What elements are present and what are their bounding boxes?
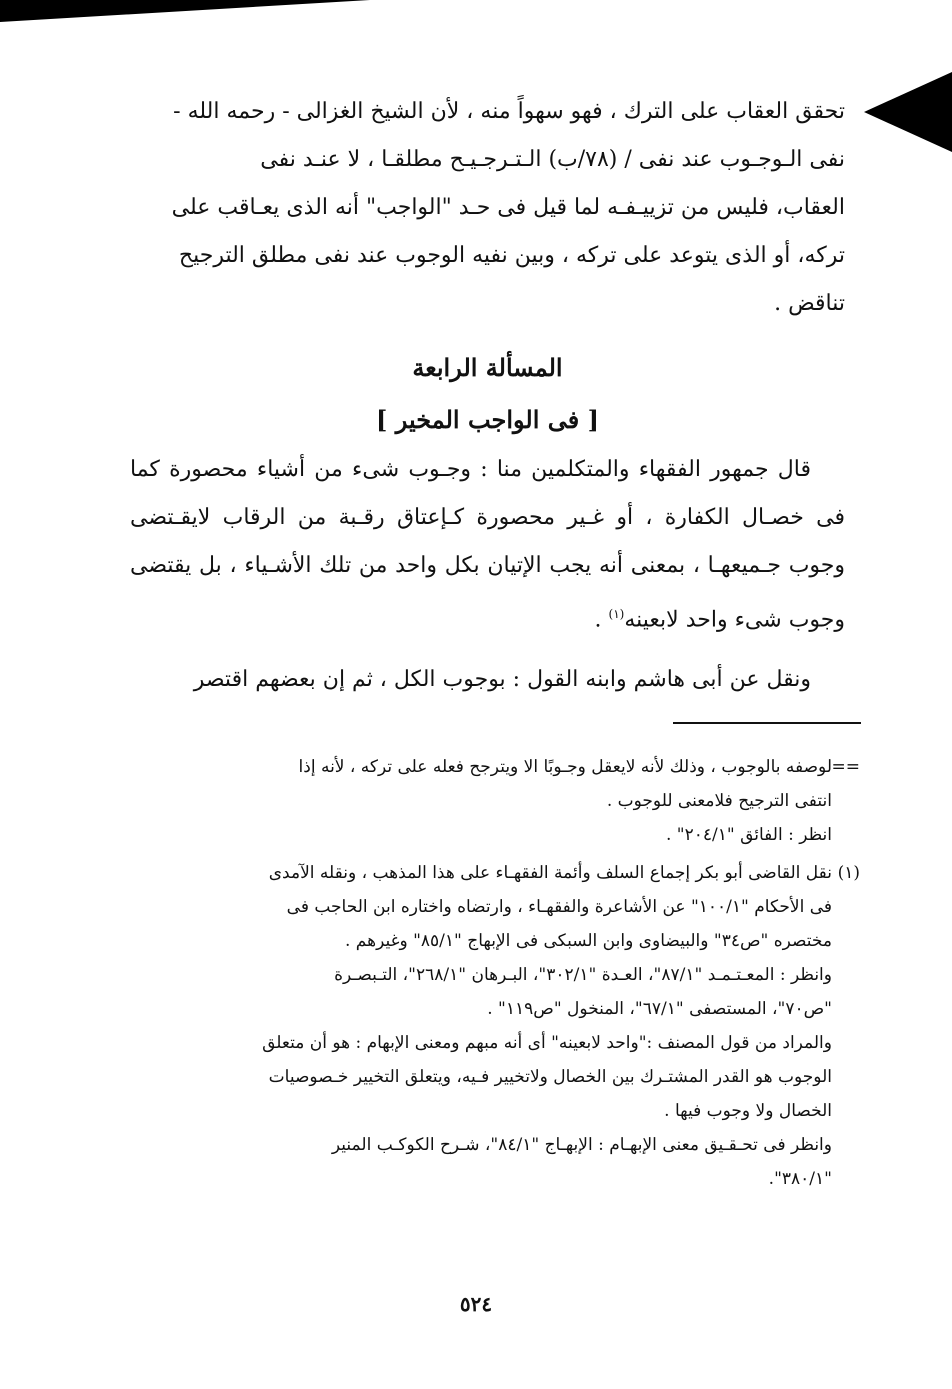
footnote-1 xyxy=(155,856,860,1196)
footnote-line: "ص٧٠"، المستصفى "٦٧/١"، المنخول "ص١١٩" . xyxy=(487,999,832,1019)
main-text xyxy=(130,88,845,704)
footnote-label: == xyxy=(831,757,860,777)
intro-line: تناقض . xyxy=(774,291,845,316)
footnote-line: (١)نقل القاضى أبو بكر إجماع السلف وأئمة الفقهـاء على هذا المذهب ، ونقله الآمدى xyxy=(155,856,860,890)
footnote-label: (١) xyxy=(837,863,860,883)
footnote-line: وانظر فى تحـقـيق معنى الإبهـام : الإبهـاج "٨٤/١"، شـرح الكوكـب المنير xyxy=(331,1135,832,1155)
section-heading: المسألة الرابعة xyxy=(412,353,563,382)
footnote-line: فى الأحكام "١٠٠/١" عن الأشاعرة والفقهـاء ، وارتضاه واختاره ابن الحاجب فى xyxy=(286,897,832,917)
intro-line: تركه، أو الذى يتوعد على تركه ، وبين نفيه الوجوب عند نفى مطلق الترجيح xyxy=(178,243,845,268)
scan-corner-shadow-top-left xyxy=(0,0,370,22)
paragraph-1-text: قال جمهور الفقهاء والمتكلمين منا : وجـوب شىء من أشياء محصورة كما فى خصـال الكفارة ، أو غـير محصورة كـإعتاق رقـبة من الرقاب لايقـتضى وجوب جـميعهـا ، بمعنى أنه يجب الإتيان بكل واحد من تلك الأشـياء ، بل يقتضى وجوب شىء واحد لابعينه xyxy=(130,457,845,633)
footnote-line: ==لوصفه بالوجوب ، وذلك لأنه لايعقل وجـوبًا الا ويترجح فعله على تركه ، لأنه إذا xyxy=(155,750,860,784)
section-subheading: [ فى الواجب المخير ] xyxy=(376,405,599,434)
footnote-line: الوجوب هو القدر المشتـرك بين الخصال ولاتخيير فـيه، ويتعلق التخيير خـصوصيات xyxy=(268,1067,832,1087)
footnote-line: انتفى الترجيح فلامعنى للوجوب . xyxy=(606,791,832,811)
footnote-continuation xyxy=(155,750,860,852)
page-number: ٥٢٤ xyxy=(459,1292,493,1316)
paragraph-2: ونقل عن أبى هاشم وابنه القول : بوجوب الكل ، ثم إن بعضهم اقتصر xyxy=(193,667,811,693)
intro-line: تحقق العقاب على الترك ، فهو سهواً منه ، لأن الشيخ الغزالى - رحمه الله - xyxy=(173,99,845,124)
footnote-line: انظر : الفائق "٢٠٤/١" . xyxy=(665,825,832,845)
footnote-line: وانظر : المعـتـمـد "٨٧/١"، العـدة "٣٠٢/١"، البـرهان "٢٦٨/١"، التـبصـرة xyxy=(334,965,832,985)
footnote-line: مختصره "ص٣٤" والبيضاوى وابن السبكى فى الإبهاج "٨٥/١" وغيرهم . xyxy=(345,931,832,951)
intro-line: العقاب، فليس من تزييـفـه لما قيل فى حـد "الواجب" أنه الذى يعـاقب على xyxy=(171,195,845,220)
footnotes xyxy=(155,750,860,1200)
scan-corner-shadow-top-right xyxy=(864,72,952,152)
footnote-line: الخصال ولا وجوب فيها . xyxy=(664,1101,832,1121)
footnote-line: "٣٨٠/١". xyxy=(768,1169,832,1189)
paragraph-1 xyxy=(130,446,845,644)
footnote-ref-1[interactable]: (١) xyxy=(608,607,625,621)
footnote-line: والمراد من قول المصنف :"واحد لابعينه" أى أنه مبهم ومعنى الإبهام : هو أن متعلق xyxy=(262,1033,832,1053)
intro-line: نفى الـوجـوب عند نفى / (٧٨/ب) الـتـرجـيـح مطلقـا ، لا عنـد نفى xyxy=(260,147,845,172)
footnote-divider xyxy=(673,722,861,724)
paragraph-1-end: . xyxy=(594,607,609,633)
